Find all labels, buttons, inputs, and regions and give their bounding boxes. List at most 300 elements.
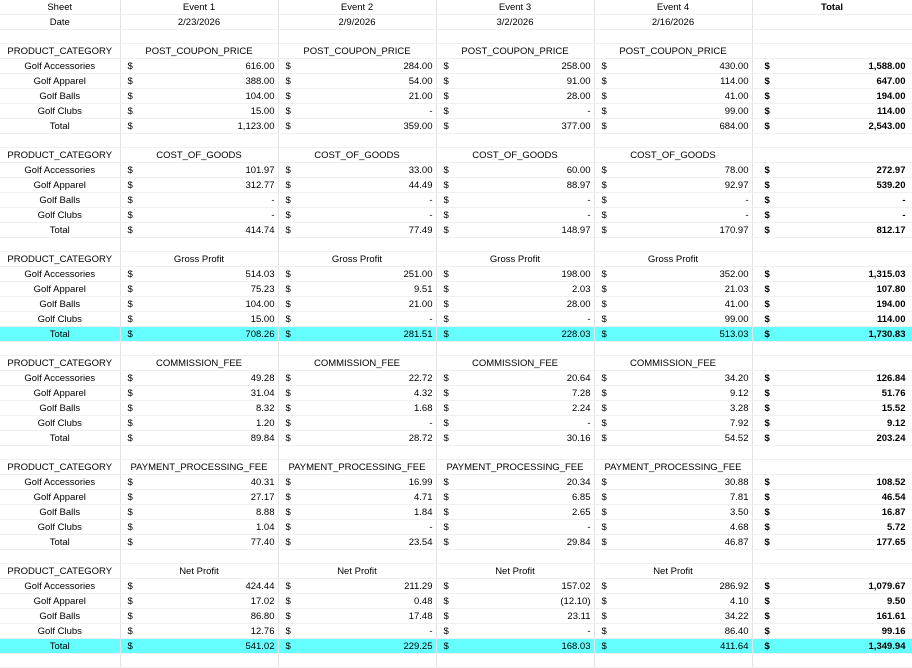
value-cell[interactable] <box>278 312 436 327</box>
value-cell[interactable] <box>594 297 752 312</box>
value-cell[interactable] <box>278 594 436 609</box>
metric-header-cell[interactable]: Gross Profit <box>120 252 278 267</box>
row-label-cell[interactable]: Total <box>0 327 120 342</box>
value-cell[interactable] <box>278 193 436 208</box>
date-label-cell[interactable]: Date <box>0 15 120 30</box>
row-total-cell[interactable] <box>752 401 912 416</box>
value-cell[interactable] <box>120 624 278 639</box>
row-total-cell[interactable] <box>752 371 912 386</box>
empty-cell[interactable] <box>120 134 278 148</box>
metric-header-cell[interactable]: PAYMENT_PROCESSING_FEE <box>436 460 594 475</box>
value-cell[interactable] <box>436 267 594 282</box>
value-cell[interactable] <box>278 282 436 297</box>
value-cell[interactable] <box>436 609 594 624</box>
empty-cell[interactable] <box>752 460 912 475</box>
table-row <box>0 490 912 505</box>
row-label-cell[interactable]: Golf Clubs <box>0 416 120 431</box>
row-total-cell[interactable] <box>752 535 912 550</box>
row-total-cell[interactable] <box>752 178 912 193</box>
metric-header-cell[interactable]: COST_OF_GOODS <box>436 148 594 163</box>
value-cell[interactable] <box>594 475 752 490</box>
value-cell[interactable] <box>278 104 436 119</box>
value-cell[interactable] <box>278 386 436 401</box>
metric-header-cell[interactable]: Gross Profit <box>594 252 752 267</box>
amount: - <box>429 313 433 325</box>
empty-cell[interactable] <box>278 30 436 44</box>
empty-cell[interactable] <box>594 446 752 460</box>
value-cell[interactable] <box>594 401 752 416</box>
empty-cell[interactable] <box>0 134 120 148</box>
event-date-cell[interactable]: 2/23/2026 <box>120 15 278 30</box>
metric-header-cell[interactable]: Gross Profit <box>278 252 436 267</box>
value-cell[interactable] <box>120 416 278 431</box>
metric-header-cell[interactable]: COST_OF_GOODS <box>594 148 752 163</box>
value-cell[interactable] <box>120 327 278 342</box>
row-total-cell[interactable] <box>752 297 912 312</box>
value-cell[interactable] <box>436 312 594 327</box>
value-cell[interactable] <box>120 505 278 520</box>
empty-cell[interactable] <box>278 134 436 148</box>
value-cell[interactable] <box>278 490 436 505</box>
metric-header-cell[interactable]: POST_COUPON_PRICE <box>120 44 278 59</box>
metric-header-cell[interactable]: PAYMENT_PROCESSING_FEE <box>594 460 752 475</box>
row-total-cell[interactable] <box>752 431 912 446</box>
value-cell[interactable] <box>278 639 436 654</box>
row-label-cell[interactable]: Golf Balls <box>0 401 120 416</box>
amount: 388.00 <box>245 75 275 87</box>
empty-cell[interactable] <box>752 356 912 371</box>
money-value <box>284 164 433 177</box>
value-cell[interactable] <box>594 163 752 178</box>
value-cell[interactable] <box>120 178 278 193</box>
metric-header-cell[interactable]: POST_COUPON_PRICE <box>278 44 436 59</box>
empty-cell[interactable] <box>436 134 594 148</box>
value-cell[interactable] <box>436 163 594 178</box>
value-cell[interactable] <box>278 223 436 238</box>
value-cell[interactable] <box>120 163 278 178</box>
value-cell[interactable] <box>594 416 752 431</box>
row-total-cell[interactable] <box>752 386 912 401</box>
money-value <box>284 90 433 103</box>
value-cell[interactable] <box>436 579 594 594</box>
value-cell[interactable] <box>436 594 594 609</box>
value-cell[interactable] <box>594 505 752 520</box>
value-cell[interactable] <box>594 119 752 134</box>
row-label-cell[interactable]: Golf Apparel <box>0 74 120 89</box>
metric-header-cell[interactable]: COST_OF_GOODS <box>120 148 278 163</box>
value-cell[interactable] <box>594 609 752 624</box>
value-cell[interactable] <box>436 520 594 535</box>
row-total-cell[interactable] <box>752 89 912 104</box>
value-cell[interactable] <box>278 431 436 446</box>
value-cell[interactable] <box>278 297 436 312</box>
value-cell[interactable] <box>278 535 436 550</box>
value-cell[interactable] <box>278 371 436 386</box>
empty-cell[interactable] <box>0 238 120 252</box>
row-label-cell[interactable]: Total <box>0 535 120 550</box>
value-cell[interactable] <box>594 579 752 594</box>
row-label-cell[interactable]: Golf Balls <box>0 505 120 520</box>
value-cell[interactable] <box>278 327 436 342</box>
value-cell[interactable] <box>436 119 594 134</box>
amount: 99.00 <box>724 313 749 325</box>
value-cell[interactable] <box>436 535 594 550</box>
value-cell[interactable] <box>120 431 278 446</box>
currency-symbol: $ <box>601 476 607 488</box>
empty-cell[interactable] <box>594 134 752 148</box>
event-date-cell[interactable]: 2/9/2026 <box>278 15 436 30</box>
value-cell[interactable] <box>594 89 752 104</box>
value-cell[interactable] <box>120 386 278 401</box>
currency-symbol: $ <box>127 417 133 429</box>
empty-cell[interactable] <box>752 238 912 252</box>
row-label-cell[interactable]: Golf Accessories <box>0 59 120 74</box>
value-cell[interactable] <box>594 178 752 193</box>
empty-cell[interactable] <box>594 550 752 564</box>
value-cell[interactable] <box>120 639 278 654</box>
category-header-cell[interactable]: PRODUCT_CATEGORY <box>0 252 120 267</box>
category-header-cell[interactable]: PRODUCT_CATEGORY <box>0 148 120 163</box>
empty-cell[interactable] <box>752 550 912 564</box>
empty-cell[interactable] <box>0 30 120 44</box>
value-cell[interactable] <box>120 119 278 134</box>
value-cell[interactable] <box>594 535 752 550</box>
value-cell[interactable] <box>278 579 436 594</box>
value-cell[interactable] <box>278 74 436 89</box>
metric-header-cell[interactable]: COMMISSION_FEE <box>594 356 752 371</box>
empty-cell[interactable] <box>752 44 912 59</box>
currency-symbol: $ <box>443 476 449 488</box>
money-value <box>763 209 906 222</box>
value-cell[interactable] <box>594 267 752 282</box>
value-cell[interactable] <box>120 475 278 490</box>
empty-cell[interactable] <box>752 15 912 30</box>
money-value <box>763 476 906 489</box>
value-cell[interactable] <box>120 104 278 119</box>
value-cell[interactable] <box>120 282 278 297</box>
value-cell[interactable] <box>594 520 752 535</box>
metric-header-cell[interactable]: COMMISSION_FEE <box>278 356 436 371</box>
empty-cell[interactable] <box>594 30 752 44</box>
row-label-cell[interactable]: Golf Accessories <box>0 475 120 490</box>
value-cell[interactable] <box>594 431 752 446</box>
value-cell[interactable] <box>594 312 752 327</box>
row-total-cell[interactable] <box>752 490 912 505</box>
row-label-cell[interactable]: Total <box>0 639 120 654</box>
value-cell[interactable] <box>594 59 752 74</box>
event-name-cell[interactable]: Event 1 <box>120 0 278 15</box>
empty-cell[interactable] <box>120 342 278 356</box>
metric-header-cell[interactable]: POST_COUPON_PRICE <box>594 44 752 59</box>
row-total-cell[interactable] <box>752 312 912 327</box>
value-cell[interactable] <box>594 490 752 505</box>
value-cell[interactable] <box>120 89 278 104</box>
value-cell[interactable] <box>436 639 594 654</box>
value-cell[interactable] <box>436 386 594 401</box>
metric-header-cell[interactable]: POST_COUPON_PRICE <box>436 44 594 59</box>
empty-cell[interactable] <box>594 342 752 356</box>
row-label-cell[interactable]: Golf Apparel <box>0 594 120 609</box>
empty-cell[interactable] <box>436 30 594 44</box>
amount: 616.00 <box>245 60 275 72</box>
value-cell[interactable] <box>594 386 752 401</box>
value-cell[interactable] <box>436 59 594 74</box>
value-cell[interactable] <box>278 163 436 178</box>
row-label-cell[interactable]: Golf Clubs <box>0 312 120 327</box>
value-cell[interactable] <box>120 490 278 505</box>
metric-header-cell[interactable]: COMMISSION_FEE <box>120 356 278 371</box>
row-label-cell[interactable]: Total <box>0 431 120 446</box>
row-label-cell[interactable]: Golf Balls <box>0 297 120 312</box>
event-date-cell[interactable]: 2/16/2026 <box>594 15 752 30</box>
value-cell[interactable] <box>594 193 752 208</box>
row-label-cell[interactable]: Golf Accessories <box>0 579 120 594</box>
empty-cell[interactable] <box>0 654 120 668</box>
total-header-cell[interactable]: Total <box>752 0 912 15</box>
value-cell[interactable] <box>594 371 752 386</box>
category-header-cell[interactable]: PRODUCT_CATEGORY <box>0 356 120 371</box>
value-cell[interactable] <box>436 431 594 446</box>
metric-header-cell[interactable]: Gross Profit <box>436 252 594 267</box>
empty-cell[interactable] <box>594 654 752 668</box>
category-header-cell[interactable]: PRODUCT_CATEGORY <box>0 564 120 579</box>
empty-cell[interactable] <box>752 342 912 356</box>
currency-symbol: $ <box>764 60 770 72</box>
row-label-cell[interactable]: Golf Balls <box>0 89 120 104</box>
value-cell[interactable] <box>436 401 594 416</box>
table-row <box>0 178 912 193</box>
value-cell[interactable] <box>594 639 752 654</box>
empty-cell[interactable] <box>278 238 436 252</box>
row-total-cell[interactable] <box>752 163 912 178</box>
value-cell[interactable] <box>436 371 594 386</box>
value-cell[interactable] <box>278 475 436 490</box>
empty-cell[interactable] <box>752 252 912 267</box>
value-cell[interactable] <box>120 208 278 223</box>
row-label-cell[interactable]: Golf Balls <box>0 609 120 624</box>
value-cell[interactable] <box>120 59 278 74</box>
metric-header-cell[interactable]: PAYMENT_PROCESSING_FEE <box>278 460 436 475</box>
value-cell[interactable] <box>120 401 278 416</box>
value-cell[interactable] <box>436 327 594 342</box>
empty-cell[interactable] <box>120 30 278 44</box>
value-cell[interactable] <box>120 594 278 609</box>
value-cell[interactable] <box>278 89 436 104</box>
row-total-cell[interactable] <box>752 609 912 624</box>
empty-cell[interactable] <box>436 342 594 356</box>
currency-symbol: $ <box>764 580 770 592</box>
row-total-cell[interactable] <box>752 119 912 134</box>
empty-cell[interactable] <box>752 148 912 163</box>
amount: 17.02 <box>250 595 275 607</box>
event-name-cell[interactable]: Event 3 <box>436 0 594 15</box>
metric-header-cell[interactable]: COST_OF_GOODS <box>278 148 436 163</box>
row-label-cell[interactable]: Golf Clubs <box>0 624 120 639</box>
row-label-cell[interactable]: Golf Accessories <box>0 371 120 386</box>
value-cell[interactable] <box>278 208 436 223</box>
value-cell[interactable] <box>278 119 436 134</box>
empty-cell[interactable] <box>278 342 436 356</box>
row-label-cell[interactable]: Golf Apparel <box>0 386 120 401</box>
value-cell[interactable] <box>436 416 594 431</box>
empty-cell[interactable] <box>0 342 120 356</box>
row-total-cell[interactable] <box>752 475 912 490</box>
row-total-cell[interactable] <box>752 223 912 238</box>
currency-symbol: $ <box>127 283 133 295</box>
event-date-cell[interactable]: 3/2/2026 <box>436 15 594 30</box>
empty-cell[interactable] <box>436 446 594 460</box>
value-cell[interactable] <box>278 624 436 639</box>
event-name-cell[interactable]: Event 2 <box>278 0 436 15</box>
empty-cell[interactable] <box>752 446 912 460</box>
row-label-cell[interactable]: Golf Apparel <box>0 490 120 505</box>
value-cell[interactable] <box>278 401 436 416</box>
empty-cell[interactable] <box>436 654 594 668</box>
value-cell[interactable] <box>278 505 436 520</box>
value-cell[interactable] <box>120 520 278 535</box>
row-total-cell[interactable] <box>752 282 912 297</box>
sheet-label-cell[interactable]: Sheet <box>0 0 120 15</box>
currency-symbol: $ <box>601 224 607 236</box>
value-cell[interactable] <box>278 416 436 431</box>
empty-cell[interactable] <box>278 550 436 564</box>
row-total-cell[interactable] <box>752 193 912 208</box>
row-label-cell[interactable]: Golf Clubs <box>0 208 120 223</box>
row-label-cell[interactable]: Golf Clubs <box>0 104 120 119</box>
currency-symbol: $ <box>443 432 449 444</box>
row-total-cell[interactable] <box>752 327 912 342</box>
value-cell[interactable] <box>436 505 594 520</box>
value-cell[interactable] <box>120 193 278 208</box>
value-cell[interactable] <box>120 312 278 327</box>
empty-cell[interactable] <box>120 550 278 564</box>
value-cell[interactable] <box>594 327 752 342</box>
currency-symbol: $ <box>601 610 607 622</box>
value-cell[interactable] <box>120 223 278 238</box>
value-cell[interactable] <box>120 609 278 624</box>
row-total-cell[interactable] <box>752 267 912 282</box>
empty-cell[interactable] <box>278 446 436 460</box>
empty-cell[interactable] <box>120 446 278 460</box>
category-header-cell[interactable]: PRODUCT_CATEGORY <box>0 44 120 59</box>
currency-symbol: $ <box>127 402 133 414</box>
metric-header-cell[interactable]: COMMISSION_FEE <box>436 356 594 371</box>
row-label-cell[interactable]: Golf Accessories <box>0 267 120 282</box>
value-cell[interactable] <box>120 371 278 386</box>
value-cell[interactable] <box>278 520 436 535</box>
value-cell[interactable] <box>594 104 752 119</box>
value-cell[interactable] <box>436 193 594 208</box>
amount: 28.00 <box>566 90 591 102</box>
value-cell[interactable] <box>436 208 594 223</box>
row-total-cell[interactable] <box>752 208 912 223</box>
money-value <box>284 105 433 118</box>
event-name-cell[interactable]: Event 4 <box>594 0 752 15</box>
empty-cell[interactable] <box>752 30 912 44</box>
row-total-cell[interactable] <box>752 416 912 431</box>
metric-header-cell[interactable]: Net Profit <box>594 564 752 579</box>
value-cell[interactable] <box>594 624 752 639</box>
row-total-cell[interactable] <box>752 579 912 594</box>
empty-cell[interactable] <box>0 446 120 460</box>
value-cell[interactable] <box>436 223 594 238</box>
row-label-cell[interactable]: Golf Clubs <box>0 520 120 535</box>
row-label-cell[interactable]: Golf Apparel <box>0 178 120 193</box>
value-cell[interactable] <box>278 59 436 74</box>
value-cell[interactable] <box>594 282 752 297</box>
value-cell[interactable] <box>436 475 594 490</box>
row-total-cell[interactable] <box>752 59 912 74</box>
value-cell[interactable] <box>436 104 594 119</box>
amount: 23.54 <box>408 536 433 548</box>
value-cell[interactable] <box>436 89 594 104</box>
value-cell[interactable] <box>436 74 594 89</box>
amount: 9.51 <box>414 283 433 295</box>
metric-header-cell[interactable]: Net Profit <box>120 564 278 579</box>
empty-cell[interactable] <box>278 654 436 668</box>
row-label-cell[interactable]: Golf Apparel <box>0 282 120 297</box>
amount: 5.72 <box>887 521 906 533</box>
empty-cell[interactable] <box>436 550 594 564</box>
value-cell[interactable] <box>120 579 278 594</box>
value-cell[interactable] <box>278 267 436 282</box>
value-cell[interactable] <box>594 223 752 238</box>
row-label-cell[interactable]: Golf Accessories <box>0 163 120 178</box>
row-label-cell[interactable]: Total <box>0 119 120 134</box>
metric-header-cell[interactable]: Net Profit <box>278 564 436 579</box>
value-cell[interactable] <box>436 282 594 297</box>
metric-header-cell[interactable]: Net Profit <box>436 564 594 579</box>
row-total-cell[interactable] <box>752 624 912 639</box>
value-cell[interactable] <box>436 490 594 505</box>
empty-cell[interactable] <box>0 550 120 564</box>
empty-cell[interactable] <box>594 238 752 252</box>
row-total-cell[interactable] <box>752 639 912 654</box>
category-header-cell[interactable]: PRODUCT_CATEGORY <box>0 460 120 475</box>
empty-cell[interactable] <box>120 238 278 252</box>
value-cell[interactable] <box>278 609 436 624</box>
value-cell[interactable] <box>594 594 752 609</box>
metric-header-cell[interactable]: PAYMENT_PROCESSING_FEE <box>120 460 278 475</box>
empty-cell[interactable] <box>120 654 278 668</box>
value-cell[interactable] <box>436 297 594 312</box>
value-cell[interactable] <box>120 535 278 550</box>
empty-cell[interactable] <box>752 134 912 148</box>
empty-cell[interactable] <box>436 238 594 252</box>
value-cell[interactable] <box>594 74 752 89</box>
row-total-cell[interactable] <box>752 505 912 520</box>
amount: 75.23 <box>250 283 275 295</box>
row-total-cell[interactable] <box>752 594 912 609</box>
value-cell[interactable] <box>436 178 594 193</box>
currency-symbol: $ <box>764 268 770 280</box>
value-cell[interactable] <box>278 178 436 193</box>
value-cell[interactable] <box>120 267 278 282</box>
row-total-cell[interactable] <box>752 74 912 89</box>
value-cell[interactable] <box>120 297 278 312</box>
empty-cell[interactable] <box>752 564 912 579</box>
empty-cell[interactable] <box>752 654 912 668</box>
row-total-cell[interactable] <box>752 520 912 535</box>
row-label-cell[interactable]: Total <box>0 223 120 238</box>
row-label-cell[interactable]: Golf Balls <box>0 193 120 208</box>
row-total-cell[interactable] <box>752 104 912 119</box>
currency-symbol: $ <box>285 506 291 518</box>
value-cell[interactable] <box>594 208 752 223</box>
value-cell[interactable] <box>120 74 278 89</box>
amount: 514.03 <box>245 268 275 280</box>
value-cell[interactable] <box>436 624 594 639</box>
